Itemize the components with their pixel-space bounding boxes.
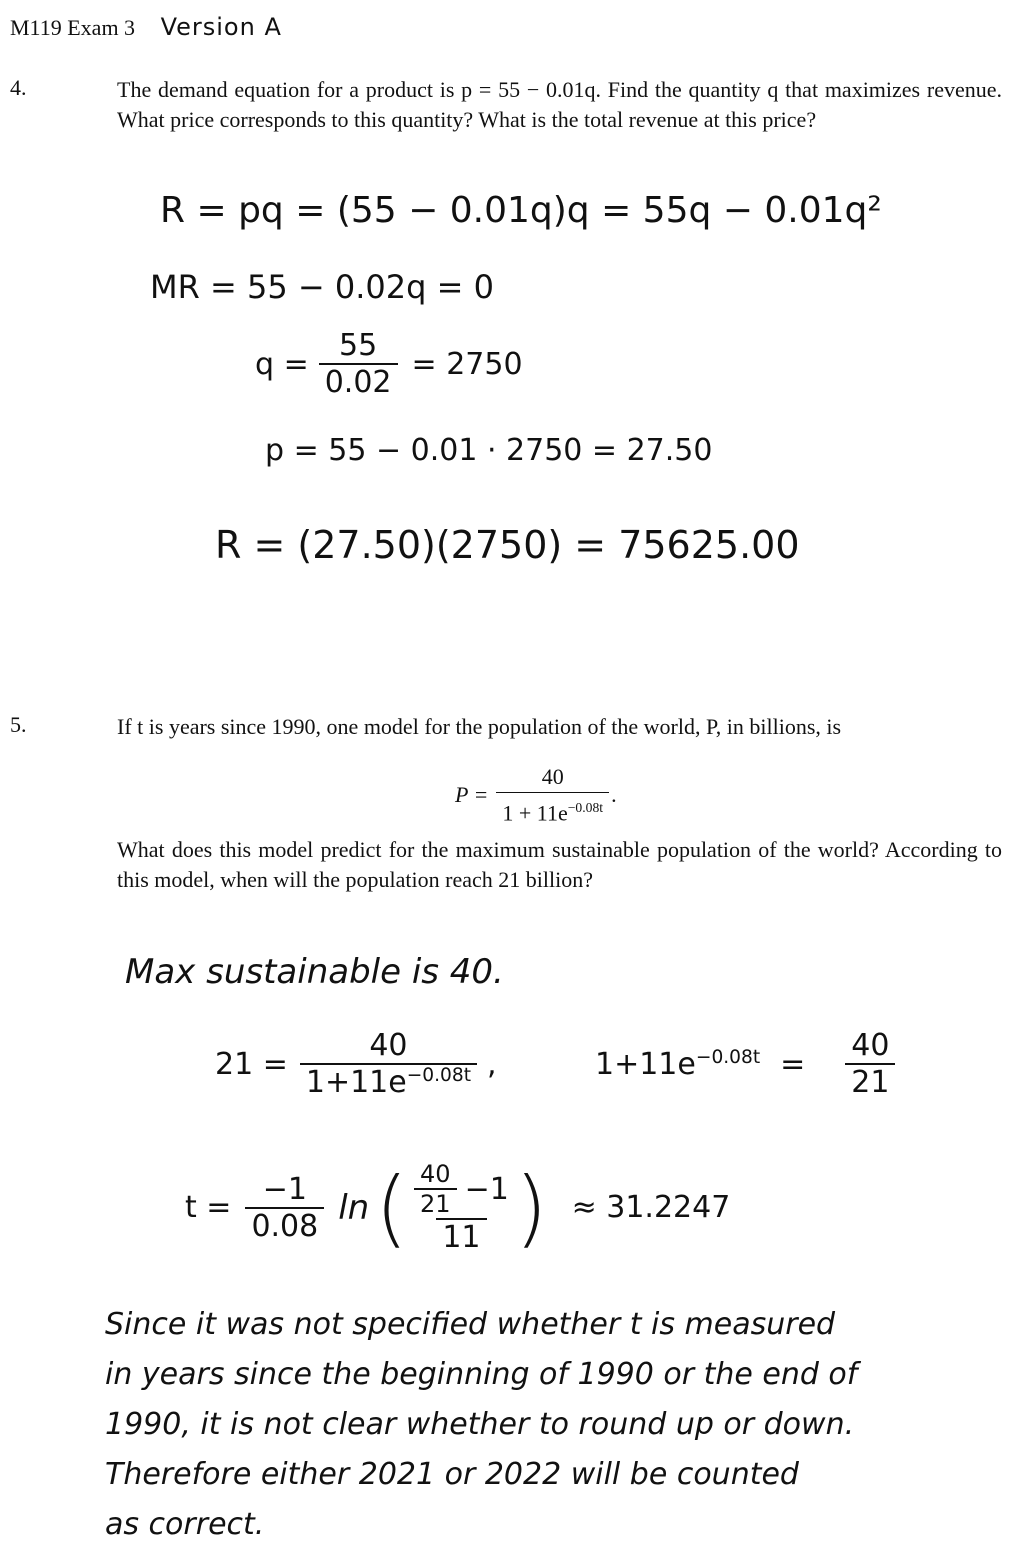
q5-eq2-equals: = [780,1046,806,1082]
q5-right-paren: ) [514,1158,548,1257]
q5-max-sustainable: Max sustainable is 40. [125,952,504,992]
q4-revenue-equation: R = pq = (55 − 0.01q)q = 55q − 0.01q² [160,190,882,231]
q5-t-fraction [245,1172,324,1244]
q5-t-numerator: −1 [262,1171,307,1207]
q5-eq-den-exp: −0.08t [406,1065,471,1086]
q4-total-revenue: R = (27.50)(2750) = 75625.00 [215,523,800,567]
q5-t-inner-small-fraction [414,1160,457,1218]
question-5-text-2: What does this model predict for the maximum sustainable population of the world? According to this model, when will the population reach 21 billion? [117,837,1002,892]
q5-eq-den-base: 1+11e [305,1065,407,1100]
q5-note [105,1300,1005,1550]
q5-formula-den-exp: −0.08t [567,800,604,815]
q5-equation-2 [595,1028,895,1100]
course-title: M119 Exam 3 [10,15,136,40]
exam-header [10,12,282,43]
q5-eq-lhs: 21 = [215,1046,288,1082]
version-label: Version A [160,13,282,41]
q5-t-inner-fraction [408,1160,515,1255]
q4-q-denominator: 0.02 [319,363,398,400]
q5-formula-den-base: 1 + 11e [502,800,568,826]
q5-t-denominator: 0.08 [245,1207,324,1244]
q5-formula-lhs: P = [455,782,489,808]
q5-t-lhs: t = [185,1190,232,1225]
q4-marginal-revenue: MR = 55 − 0.02q = 0 [150,268,494,306]
q5-note-line-3: 1990, it is not clear whether to round up or down. [105,1407,855,1442]
q5-t-solution [185,1160,730,1255]
q5-eq2-exp: −0.08t [695,1046,761,1068]
question-4-text: The demand equation for a product is p = 55 − 0.01q. Find the quantity q that maximizes revenue. What price corresponds to this quantity? What is the total revenue at this price? [117,77,1002,132]
q5-eq-fraction [300,1028,477,1100]
question-4-number: 4. [10,75,27,100]
q5-t-inner-top [408,1160,515,1218]
q5-t-result: ≈ 31.2247 [571,1190,731,1225]
q5-t-outer-denominator: 11 [436,1218,486,1255]
q4-quantity-solution [255,328,523,400]
q5-model-formula: P = $\frac{40}{1 + 11e^{-0.08t}}$ . [455,762,617,828]
q4-q-lhs: q = [255,346,309,382]
q5-left-paren: ( [375,1158,409,1257]
q4-q-fraction [319,328,398,400]
q5-note-line-2: in years since the beginning of 1990 or the end of [105,1357,858,1392]
q5-formula-numerator: 40 [541,764,564,789]
q5-eq-denominator [300,1063,477,1100]
q5-eq2-base: 1+11e [595,1046,696,1082]
q4-price: p = 55 − 0.01 · 2750 = 27.50 [265,433,713,468]
q5-eq-numerator: 40 [369,1028,408,1063]
q5-t-ln: ln [338,1187,370,1228]
q5-note-line-5: as correct. [105,1507,265,1542]
q5-equation-1: 21 = $\frac{40}{1+11e^{-0.08t}}$ , [215,1028,497,1100]
q5-note-line-1: Since it was not specified whether t is measured [105,1307,836,1342]
q5-eq2-lhs [595,1047,760,1082]
q5-t-inner-minus: −1 [464,1171,509,1207]
question-5-number: 5. [10,712,27,737]
q5-formula-denominator [496,792,609,828]
q5-note-line-4: Therefore either 2021 or 2022 will be counted [105,1457,799,1492]
q5-eq2-denominator: 21 [845,1063,895,1100]
q5-eq2-numerator: 40 [851,1028,890,1063]
q5-eq2-fraction [845,1028,895,1100]
question-5-text-1: If t is years since 1990, one model for the population of the world, P, in billions, is [117,714,842,739]
q4-q-rhs: = 2750 [411,346,523,382]
q5-t-inner-numerator: 40 [420,1160,451,1188]
q5-t-inner-denominator: 21 [414,1188,457,1218]
q4-q-numerator: 55 [339,328,378,363]
q5-formula-fraction [496,762,609,828]
